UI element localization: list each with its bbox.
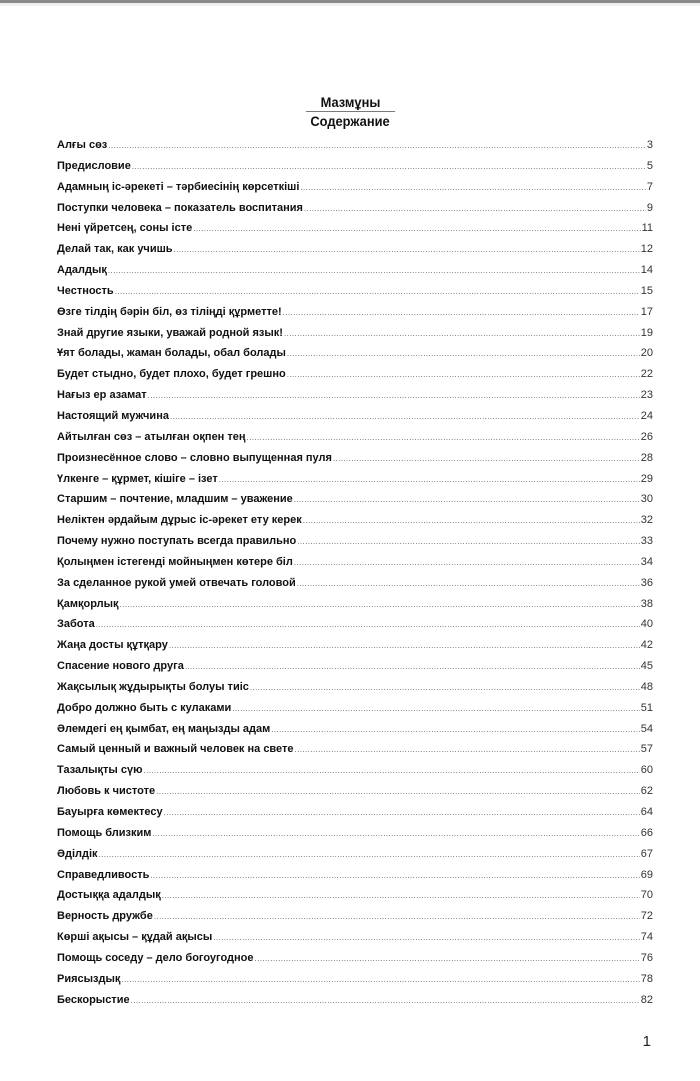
toc-entry[interactable] — [57, 575, 653, 596]
toc-entry-title: Добро должно быть с кулаками — [57, 701, 232, 714]
toc-entry[interactable] — [57, 741, 653, 762]
toc-entry-page: 32 — [640, 514, 653, 527]
toc-dot-leader — [303, 513, 640, 529]
toc-entry-page: 51 — [640, 701, 653, 714]
toc-dot-leader — [154, 909, 640, 925]
toc-dot-leader — [108, 263, 640, 279]
toc-entry-page: 62 — [640, 785, 653, 798]
toc-entry-page: 12 — [640, 243, 653, 256]
toc-entry[interactable] — [57, 450, 653, 471]
toc-dot-leader — [300, 180, 645, 196]
toc-entry-title: Алғы сөз — [57, 139, 108, 151]
toc-entry[interactable] — [57, 137, 653, 158]
toc-entry-title: Знай другие языки, уважай родной язык! — [57, 326, 283, 339]
toc-dot-leader — [287, 346, 640, 362]
toc-dot-leader — [148, 388, 640, 404]
toc-entry[interactable] — [57, 867, 653, 888]
toc-entry[interactable] — [57, 408, 653, 429]
toc-dot-leader — [295, 742, 640, 758]
toc-entry-page: 45 — [640, 660, 653, 673]
toc-entry-title: Настоящий мужчина — [57, 409, 169, 422]
toc-entry-title: Помощь близким — [57, 826, 152, 839]
toc-entry-page: 33 — [640, 535, 653, 548]
toc-dot-leader — [232, 701, 639, 717]
toc-entry[interactable] — [57, 846, 653, 867]
toc-entry[interactable] — [57, 700, 653, 721]
toc-entry[interactable] — [57, 491, 653, 512]
toc-entry-title: За сделанное рукой умей отвечать головой — [57, 576, 296, 589]
toc-entry-page: 5 — [646, 159, 653, 172]
toc-entry-title: Нағыз ер азамат — [57, 389, 147, 402]
toc-dot-leader — [144, 763, 640, 779]
toc-entry[interactable] — [57, 929, 653, 950]
page-title-russian: Содержание — [310, 113, 390, 129]
toc-entry[interactable] — [57, 512, 653, 533]
toc-dot-leader — [115, 284, 640, 300]
toc-entry[interactable] — [57, 762, 653, 783]
toc-entry[interactable] — [57, 971, 653, 992]
toc-dot-leader — [213, 930, 639, 946]
toc-entry-title: Забота — [57, 618, 95, 631]
toc-dot-leader — [304, 201, 646, 217]
toc-entry-title: Любовь к чистоте — [57, 785, 156, 798]
toc-entry[interactable] — [57, 887, 653, 908]
toc-entry-page: 11 — [641, 222, 653, 235]
toc-dot-leader — [131, 993, 640, 1009]
toc-entry-page: 29 — [640, 472, 653, 485]
toc-entry[interactable] — [57, 283, 653, 304]
toc-dot-leader — [99, 847, 640, 863]
toc-entry-title: Адамның іс-әрекеті – тәрбиесінің көрсеткіші — [57, 180, 300, 193]
toc-entry-page: 82 — [640, 993, 653, 1006]
toc-dot-leader — [297, 534, 640, 550]
toc-entry-page: 54 — [640, 722, 653, 735]
toc-entry-title: Предисловие — [57, 159, 131, 172]
toc-dot-leader — [174, 242, 640, 258]
toc-entry-title: Спасение нового друга — [57, 660, 184, 673]
toc-entry[interactable] — [57, 304, 653, 325]
toc-entry-page: 78 — [640, 972, 653, 985]
toc-entry[interactable] — [57, 179, 653, 200]
toc-dot-leader — [164, 805, 640, 821]
toc-entry-title: Айтылған сөз – атылған оқпен тең — [57, 430, 246, 443]
toc-entry[interactable] — [57, 783, 653, 804]
toc-entry-title: Ұят болады, жаман болады, обал болады — [57, 347, 286, 360]
toc-entry-page: 38 — [640, 597, 653, 610]
toc-entry-page: 24 — [640, 409, 653, 422]
toc-dot-leader — [108, 138, 646, 154]
toc-entry-page: 66 — [640, 826, 653, 839]
toc-entry-title: Нені үйретсең, соны істе — [57, 222, 193, 235]
toc-entry-title: Риясыздық — [57, 972, 121, 985]
toc-entry-title: Будет стыдно, будет плохо, будет грешно — [57, 368, 286, 381]
toc-entry[interactable] — [57, 200, 653, 221]
toc-entry-title: Верность дружбе — [57, 910, 153, 923]
toc-dot-leader — [185, 659, 640, 675]
toc-entry[interactable] — [57, 429, 653, 450]
toc-entry[interactable] — [57, 950, 653, 971]
toc-entry[interactable] — [57, 366, 653, 387]
toc-entry-title: Әділдік — [57, 847, 98, 860]
toc-entry[interactable] — [57, 637, 653, 658]
toc-entry[interactable] — [57, 596, 653, 617]
toc-entry-page: 15 — [640, 284, 653, 297]
toc-entry-page: 23 — [640, 389, 653, 402]
toc-entry-page: 36 — [640, 576, 653, 589]
toc-entry[interactable] — [57, 158, 653, 179]
toc-dot-leader — [287, 367, 640, 383]
toc-entry[interactable] — [57, 554, 653, 575]
toc-entry-page: 69 — [640, 868, 653, 881]
toc-entry-page: 34 — [640, 555, 653, 568]
toc-entry[interactable] — [57, 804, 653, 825]
toc-entry-title: Адалдық — [57, 264, 107, 277]
toc-entry-page: 70 — [640, 889, 653, 902]
toc-entry[interactable] — [57, 658, 653, 679]
toc-entry-page: 76 — [640, 951, 653, 964]
toc-dot-leader — [170, 409, 640, 425]
toc-entry-title: Жаңа досты құтқару — [57, 639, 168, 652]
toc-entry-title: Бескорыстие — [57, 993, 130, 1006]
toc-entry-page: 64 — [640, 806, 653, 818]
toc-entry-title: Көрші ақысы – құдай ақысы — [57, 931, 213, 944]
toc-entry-title: Справедливость — [57, 868, 150, 881]
toc-entry[interactable] — [57, 616, 653, 637]
toc-dot-leader — [294, 492, 640, 508]
toc-entry-page: 22 — [640, 368, 653, 381]
toc-entry-page: 9 — [646, 201, 653, 214]
toc-dot-leader — [271, 722, 640, 738]
toc-entry-title: Помощь соседу – дело богоугодное — [57, 951, 254, 964]
toc-entry-title: Самый ценный и важный человек на свете — [57, 743, 294, 756]
toc-dot-leader — [121, 972, 639, 988]
toc-entry[interactable] — [57, 262, 653, 283]
toc-entry-title: Үлкенге – құрмет, кішіге – ізет — [57, 472, 218, 485]
toc-entry-page: 74 — [640, 931, 653, 944]
toc-entry[interactable] — [57, 325, 653, 346]
toc-entry-page: 19 — [640, 326, 653, 339]
toc-entry-title: Почему нужно поступать всегда правильно — [57, 535, 297, 548]
toc-entry-title: Произнесённое слово – словно выпущенная пуля — [57, 451, 332, 464]
toc-entry-title: Неліктен әрдайым дұрыс іс-әрекет ету керек — [57, 514, 302, 527]
toc-entry[interactable] — [57, 992, 653, 1013]
toc-entry[interactable] — [57, 908, 653, 929]
toc-entry-page: 20 — [640, 347, 653, 360]
toc-entry-title: Тазалықты сүю — [57, 764, 143, 777]
page-number: 1 — [642, 1033, 651, 1050]
toc-entry-page: 30 — [640, 493, 653, 506]
page-title-kazakh: Мазмұны — [305, 94, 394, 112]
toc-entry-title: Қамқорлық — [57, 597, 119, 610]
toc-entry-page: 40 — [640, 618, 653, 631]
toc-dot-leader — [169, 638, 640, 654]
toc-entry-title: Өзге тілдің бәрін біл, өз тіліңді құрметте! — [57, 305, 282, 318]
toc-entry-page: 67 — [640, 847, 653, 860]
page-title-block — [0, 94, 700, 130]
toc-entry-title: Старшим – почтение, младшим – уважение — [57, 493, 293, 506]
toc-entry-page: 60 — [640, 764, 653, 777]
toc-dot-leader — [152, 826, 639, 842]
toc-entry[interactable] — [57, 220, 653, 241]
toc-entry-page: 28 — [640, 451, 653, 464]
top-border-shadow — [0, 3, 700, 6]
toc-entry-title: Жақсылық жұдырықты болуы тиіс — [57, 680, 249, 693]
toc-dot-leader — [96, 617, 640, 633]
toc-entry-page: 48 — [640, 680, 653, 693]
toc-entry-title: Достыққа адалдық — [57, 889, 161, 902]
toc-entry[interactable] — [57, 471, 653, 492]
toc-entry-page: 42 — [640, 639, 653, 652]
toc-dot-leader — [162, 888, 640, 904]
toc-dot-leader — [283, 305, 640, 321]
toc-dot-leader — [219, 472, 640, 488]
toc-dot-leader — [284, 326, 640, 342]
toc-dot-leader — [255, 951, 640, 967]
toc-entry-title: Қолыңмен істегенді мойныңмен көтере біл — [57, 555, 293, 568]
toc-entry[interactable] — [57, 679, 653, 700]
toc-entry-title: Поступки человека – показатель воспитания — [57, 201, 303, 214]
toc-entry[interactable] — [57, 241, 653, 262]
toc-dot-leader — [333, 451, 640, 467]
toc-entry-page: 57 — [640, 743, 653, 756]
toc-entry[interactable] — [57, 345, 653, 366]
toc-dot-leader — [193, 221, 640, 237]
toc-dot-leader — [250, 680, 640, 696]
toc-entry-page: 17 — [640, 305, 653, 318]
toc-entry[interactable] — [57, 533, 653, 554]
toc-entry[interactable] — [57, 825, 653, 846]
toc-entry-title: Честность — [57, 284, 114, 297]
toc-dot-leader — [120, 597, 640, 613]
toc-entry-page: 14 — [640, 264, 653, 277]
toc-entry-title: Делай так, как учишь — [57, 243, 173, 256]
toc-entry-title: Бауырға көмектесу — [57, 806, 163, 818]
toc-dot-leader — [156, 784, 640, 800]
toc-dot-leader — [150, 868, 639, 884]
toc-entry[interactable] — [57, 387, 653, 408]
toc-entry-title: Әлемдегі ең қымбат, ең маңызды адам — [57, 722, 271, 735]
toc-entry-page: 3 — [646, 139, 653, 151]
toc-entry-page: 26 — [640, 430, 653, 443]
toc-dot-leader — [294, 555, 640, 571]
toc-dot-leader — [132, 159, 646, 175]
toc-entry-page: 7 — [646, 180, 653, 193]
toc-entry[interactable] — [57, 721, 653, 742]
toc-dot-leader — [247, 430, 640, 446]
toc-dot-leader — [297, 576, 640, 592]
table-of-contents — [57, 137, 653, 1012]
toc-entry-page: 72 — [640, 910, 653, 923]
